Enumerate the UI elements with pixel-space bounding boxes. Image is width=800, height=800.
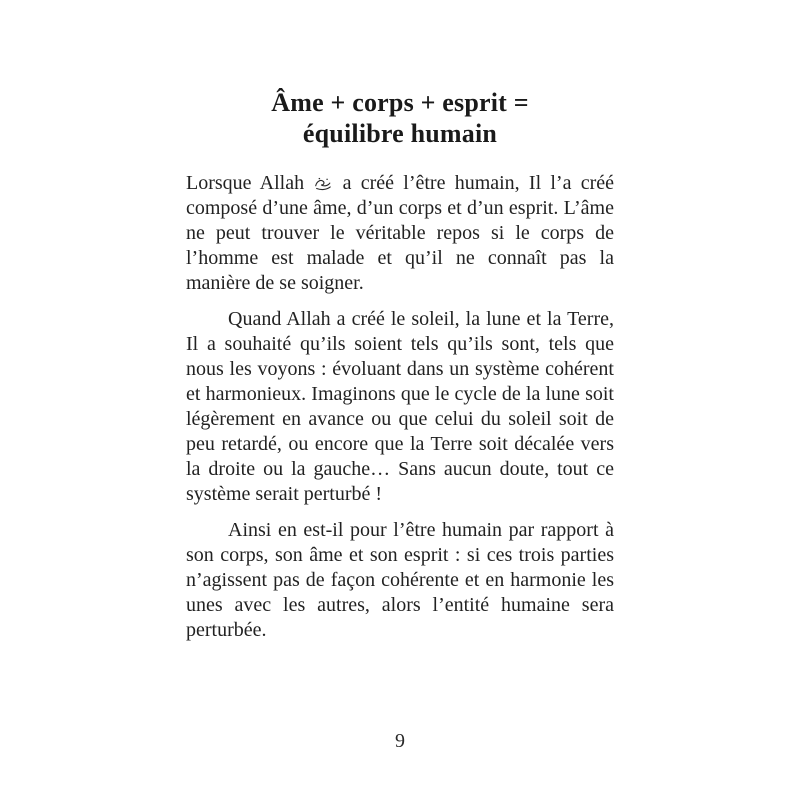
page-title — [0, 88, 800, 149]
page-title-line-2: équilibre humain — [302, 118, 498, 148]
page-title-line-1: Âme + corps + esprit = — [271, 88, 529, 117]
paragraph-1-lead: Lorsque Allah — [186, 172, 305, 195]
paragraph-1 — [186, 171, 614, 296]
allah-honorific-icon — [313, 176, 333, 191]
page-number: 9 — [395, 730, 405, 752]
paragraph-2: Quand Allah a créé le soleil, la lune et la Terre, Il a souhaité qu’ils soient tels qu’ils sont, tels que nous les voyons : évoluant dans un système cohérent et harmonieux. Imaginons que le cycle de la lune soit légèrement en avance ou que celui du soleil soit de peu retardé, ou encore que la Terre soit décalée vers la droite ou la gauche… Sans aucun doute, tout ce système serait perturbé ! — [186, 308, 614, 506]
paragraph-3: Ainsi en est-il pour l’être humain par rapport à son corps, son âme et son esprit : si ces trois parties n’agissent pas de façon cohérente et en harmonie les unes avec les autres, alors l’entité humaine sera perturbée. — [186, 519, 614, 642]
body-text — [186, 171, 614, 643]
paragraph-1-rest: a créé l’être humain, Il l’a créé composé d’une âme, d’un corps et d’un esprit. L’âme ne peut trouver le véritable repos si le corps de l’homme est malade et qu’il ne connaît pas la manière de se soigner. — [186, 172, 615, 295]
